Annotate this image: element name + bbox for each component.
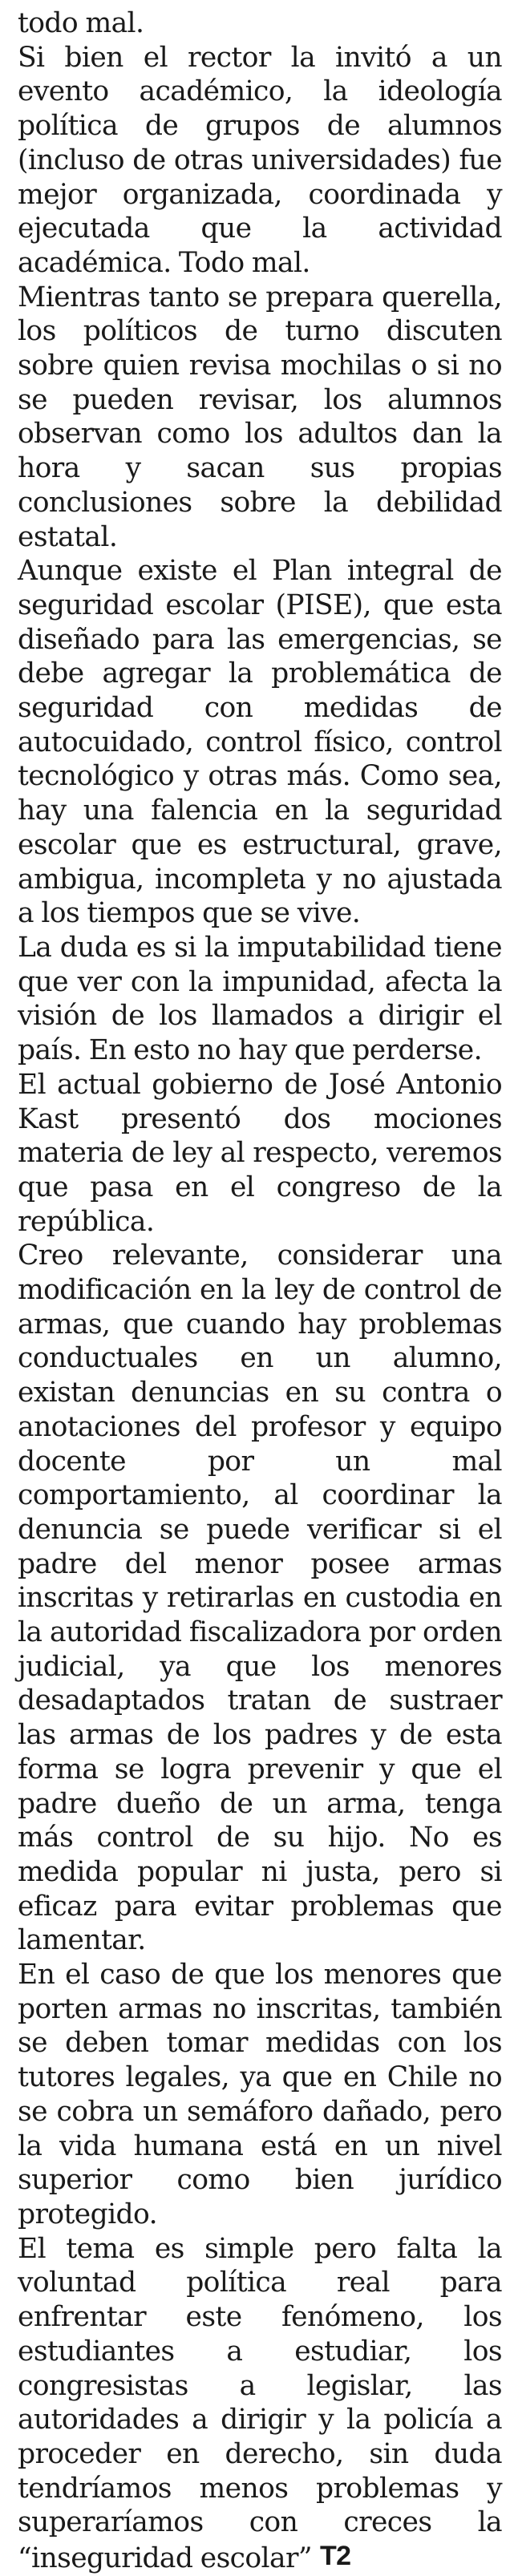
paragraph-9: [18, 2232, 502, 2576]
paragraph-3: Mientras tanto se prepara querella, los políticos de turno discuten sobre quien revisa mochilas o si no se pueden revisar, los alumnos observan como los adultos dan la hora y sacan sus propias conclusiones sobre la debilidad estatal.: [18, 281, 502, 553]
paragraph-8: En el caso de que los menores que porten armas no inscritas, también se deben tomar medidas con los tutores legales, ya que en Chile no se cobra un semáforo dañado, pero la vida humana está en un nivel superior como bien jurídico protegido.: [18, 1959, 502, 2230]
paragraph-2: Si bien el rector la invitó a un evento académico, la ideología política de grupos de alumnos (incluso de otras universidades) fue mejor organizada, coordinada y ejecutada que la actividad académica. Todo mal.: [18, 41, 502, 279]
paragraph-6: El actual gobierno de José Antonio Kast presentó dos mociones materia de ley al respecto, veremos que pasa en el congreso de la república.: [18, 1068, 502, 1238]
paragraph-4: Aunque existe el Plan integral de seguridad escolar (PISE), que esta diseñado para las emergencias, se debe agregar la problemática de seguridad con medidas de autocuidado, control físico, control tecnológico y otras más. Como sea, hay una falencia en la seguridad escolar que es estructural, grave, ambigua, incompleta y no ajustada a los tiempos que se vive.: [18, 555, 502, 930]
paragraph-9-text: El tema es simple pero falta la voluntad política real para enfrentar este fenómeno, los estudiantes a estudiar, los congresistas a legislar, las autoridades a dirigir y la policía a proceder en derecho, sin duda tendríamos menos problemas y superaríamos con creces la “inseguridad escolar”: [18, 2232, 502, 2575]
paragraph-7: Creo relevante, considerar una modificación en la ley de control de armas, que cuando hay problemas conductuales en un alumno, existan denuncias en su contra o anotaciones del profesor y equipo docente por un mal comportamiento, al coordinar la denuncia se puede verificar si el padre del menor posee armas inscritas y retirarlas en custodia en la autoridad fiscalizadora por orden judicial, ya que los menores desadaptados tratan de sustraer las armas de los padres y de esta forma se logra prevenir y que el padre dueño de un arma, tenga más control de su hijo. No es medida popular ni justa, pero si eficaz para evitar problemas que lamentar.: [18, 1239, 502, 1957]
end-mark-logo-text: T2: [319, 2541, 351, 2571]
paragraph-1: todo mal.: [18, 7, 144, 39]
end-mark-logo-icon: [318, 2540, 358, 2570]
paragraph-5: La duda es si la imputabilidad tiene que ver con la impunidad, afecta la visión de los llamados a dirigir el país. En esto no hay que perderse.: [18, 931, 502, 1067]
